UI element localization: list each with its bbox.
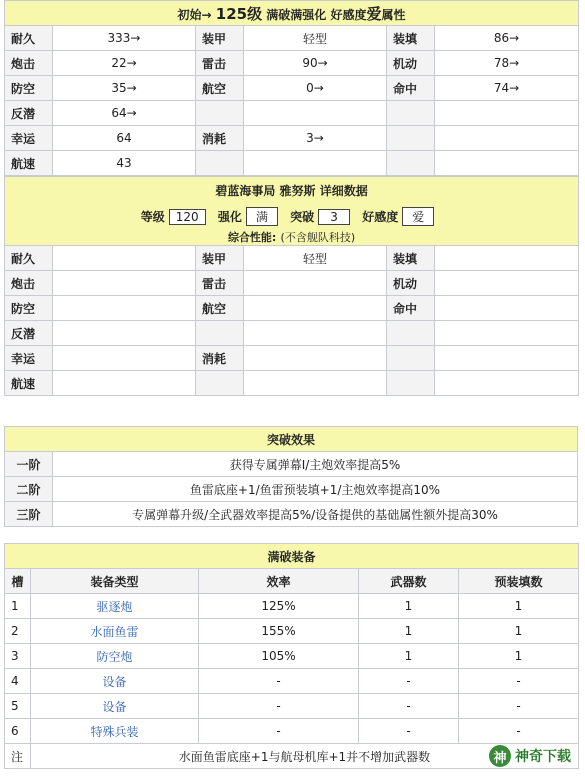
stat-row: [5, 51, 579, 76]
stat-value: [244, 346, 387, 371]
stat-label: [387, 151, 435, 176]
stat-label: [387, 346, 435, 371]
stat-value: [244, 321, 387, 346]
stat-label: 消耗: [196, 126, 244, 151]
stat-value: [53, 346, 196, 371]
stat-label: [196, 371, 244, 396]
equipment-row: [5, 644, 579, 669]
affection-select[interactable]: 爱: [402, 207, 434, 226]
title-level: 125级: [215, 4, 263, 23]
equipment-title: 满破装备: [5, 544, 579, 569]
affection-label: 好感度: [362, 209, 399, 224]
breakthrough-effect: 获得专属弹幕I/主炮效率提高5%: [53, 452, 578, 477]
slot-number: 1: [5, 594, 31, 619]
stat-value: [244, 271, 387, 296]
stat-label: 耐久: [5, 26, 53, 51]
break-select[interactable]: 3: [318, 209, 350, 225]
equipment-type-link[interactable]: 防空炮: [31, 644, 199, 669]
title-suffix-end: 属性: [381, 7, 406, 22]
stat-value: [435, 151, 579, 176]
stat-row: [5, 346, 579, 371]
stat-label: 反潜: [5, 321, 53, 346]
title-prefix: 初始→: [177, 7, 212, 22]
stat-label: 装填: [387, 26, 435, 51]
stat-value: 3→: [244, 126, 387, 151]
stat-label: 航速: [5, 151, 53, 176]
header-efficiency: 效率: [199, 569, 359, 594]
stat-value: [53, 271, 196, 296]
stat-label: 航空: [196, 296, 244, 321]
stat-label: [196, 101, 244, 126]
stat-value: [435, 101, 579, 126]
efficiency: -: [199, 694, 359, 719]
stat-label: 雷击: [196, 51, 244, 76]
breakthrough-table: [4, 426, 578, 527]
stat-value: 43: [53, 151, 196, 176]
equipment-type-link[interactable]: 水面鱼雷: [31, 619, 199, 644]
stat-value: 74→: [435, 76, 579, 101]
stat-label: [387, 321, 435, 346]
equipment-row: [5, 594, 579, 619]
calc-table: [4, 176, 579, 396]
combat-power-label: 综合性能:: [227, 231, 277, 244]
stat-value: [435, 371, 579, 396]
header-slot: 槽: [5, 569, 31, 594]
slot-number: 6: [5, 719, 31, 744]
stat-label: [387, 101, 435, 126]
preload-count: -: [459, 719, 579, 744]
stat-label: 雷击: [196, 271, 244, 296]
preload-count: 1: [459, 619, 579, 644]
slot-number: 4: [5, 669, 31, 694]
stat-label: 航空: [196, 76, 244, 101]
note-label: 注: [5, 744, 31, 769]
stats-table: [4, 0, 579, 176]
slot-number: 2: [5, 619, 31, 644]
stat-label: 反潜: [5, 101, 53, 126]
stat-label: 幸运: [5, 346, 53, 371]
calc-table-title: 碧蓝海事局 雅努斯 详细数据: [5, 177, 579, 204]
stat-value: 333→: [53, 26, 196, 51]
stat-label: 消耗: [196, 346, 244, 371]
stat-value: [244, 151, 387, 176]
stat-value: 86→: [435, 26, 579, 51]
level-input[interactable]: 120: [169, 209, 206, 225]
equipment-row: [5, 669, 579, 694]
breakthrough-stage: 一阶: [5, 452, 53, 477]
stat-label: 机动: [387, 51, 435, 76]
stat-label: 命中: [387, 76, 435, 101]
breakthrough-row: [5, 477, 578, 502]
stat-label: 炮击: [5, 271, 53, 296]
stat-value: 轻型: [244, 26, 387, 51]
weapon-count: -: [359, 719, 459, 744]
stat-row: [5, 151, 579, 176]
combat-power-note: (不含舰队科技): [280, 231, 356, 244]
stat-label: 航速: [5, 371, 53, 396]
combat-power-row: [5, 229, 579, 246]
weapon-count: 1: [359, 619, 459, 644]
stat-row: [5, 271, 579, 296]
stat-label: 装甲: [196, 26, 244, 51]
stat-value: [53, 296, 196, 321]
stat-row: [5, 296, 579, 321]
stat-label: [387, 371, 435, 396]
stat-label: 幸运: [5, 126, 53, 151]
stat-label: 装填: [387, 246, 435, 271]
stat-label: [196, 321, 244, 346]
stat-row: [5, 246, 579, 271]
breakthrough-effect: 鱼雷底座+1/鱼雷预装填+1/主炮效率提高10%: [53, 477, 578, 502]
breakthrough-stage: 三阶: [5, 502, 53, 527]
stat-row: [5, 126, 579, 151]
stat-value: [53, 246, 196, 271]
equipment-row: [5, 719, 579, 744]
equipment-block: [4, 543, 578, 769]
level-label: 等级: [140, 209, 165, 224]
slot-number: 3: [5, 644, 31, 669]
equipment-header-row: [5, 569, 579, 594]
watermark: [489, 745, 571, 767]
equipment-type-link[interactable]: 设备: [31, 669, 199, 694]
preload-count: 1: [459, 644, 579, 669]
breakthrough-row: [5, 502, 578, 527]
stat-value: 35→: [53, 76, 196, 101]
stat-value: 78→: [435, 51, 579, 76]
stat-label: [387, 126, 435, 151]
stats-table-title: [5, 1, 579, 26]
stat-row: [5, 371, 579, 396]
breakthrough-stage: 二阶: [5, 477, 53, 502]
efficiency: 105%: [199, 644, 359, 669]
preload-count: -: [459, 669, 579, 694]
weapon-count: -: [359, 669, 459, 694]
equipment-type-link[interactable]: 设备: [31, 694, 199, 719]
stat-label: [196, 151, 244, 176]
stat-value: [53, 321, 196, 346]
preload-count: 1: [459, 594, 579, 619]
note-text: 水面鱼雷底座+1与航母机库+1并不增加武器数: [31, 744, 579, 769]
title-suffix: 满破满强化 好感度: [266, 7, 367, 22]
weapon-count: -: [359, 694, 459, 719]
preload-count: -: [459, 694, 579, 719]
stat-row: [5, 26, 579, 51]
breakthrough-effect: 专属弹幕升级/全武器效率提高5%/设备提供的基础属性额外提高30%: [53, 502, 578, 527]
stat-value: [244, 101, 387, 126]
stats-table-block: [4, 0, 578, 176]
break-label: 突破: [290, 209, 315, 224]
stat-label: 装甲: [196, 246, 244, 271]
header-type: 装备类型: [31, 569, 199, 594]
efficiency: -: [199, 669, 359, 694]
stat-value: 64: [53, 126, 196, 151]
stat-value: 90→: [244, 51, 387, 76]
stat-value: [53, 371, 196, 396]
equipment-type-link[interactable]: 特殊兵装: [31, 719, 199, 744]
stat-value: [435, 246, 579, 271]
enhance-select[interactable]: 满: [246, 207, 278, 226]
breakthrough-block: [4, 426, 578, 527]
stat-value: [435, 321, 579, 346]
enhance-label: 强化: [217, 209, 242, 224]
efficiency: 125%: [199, 594, 359, 619]
equipment-row: [5, 694, 579, 719]
stat-label: 机动: [387, 271, 435, 296]
title-love: 爱: [366, 4, 382, 23]
stat-value: [244, 371, 387, 396]
efficiency: 155%: [199, 619, 359, 644]
stat-value: 64→: [53, 101, 196, 126]
stat-label: 耐久: [5, 246, 53, 271]
stat-value: 22→: [53, 51, 196, 76]
stat-row: [5, 321, 579, 346]
slot-number: 5: [5, 694, 31, 719]
stat-value: 0→: [244, 76, 387, 101]
stat-value: [435, 296, 579, 321]
calc-level-row: [5, 203, 579, 229]
header-weapons: 武器数: [359, 569, 459, 594]
watermark-text: 神奇下载: [515, 749, 571, 765]
equipment-table: [4, 543, 579, 769]
stat-value: [435, 346, 579, 371]
stat-row: [5, 76, 579, 101]
stat-label: 防空: [5, 296, 53, 321]
breakthrough-title: 突破效果: [5, 427, 578, 452]
stat-row: [5, 101, 579, 126]
stat-label: 防空: [5, 76, 53, 101]
stat-label: 炮击: [5, 51, 53, 76]
watermark-logo-icon: 神: [489, 745, 511, 767]
efficiency: -: [199, 719, 359, 744]
header-preload: 预装填数: [459, 569, 579, 594]
equipment-type-link[interactable]: 驱逐炮: [31, 594, 199, 619]
stat-value: [435, 126, 579, 151]
stat-value: 轻型: [244, 246, 387, 271]
weapon-count: 1: [359, 594, 459, 619]
stat-value: [435, 271, 579, 296]
equipment-row: [5, 619, 579, 644]
calc-table-block: [4, 176, 578, 396]
breakthrough-row: [5, 452, 578, 477]
stat-label: 命中: [387, 296, 435, 321]
weapon-count: 1: [359, 644, 459, 669]
stat-value: [244, 296, 387, 321]
